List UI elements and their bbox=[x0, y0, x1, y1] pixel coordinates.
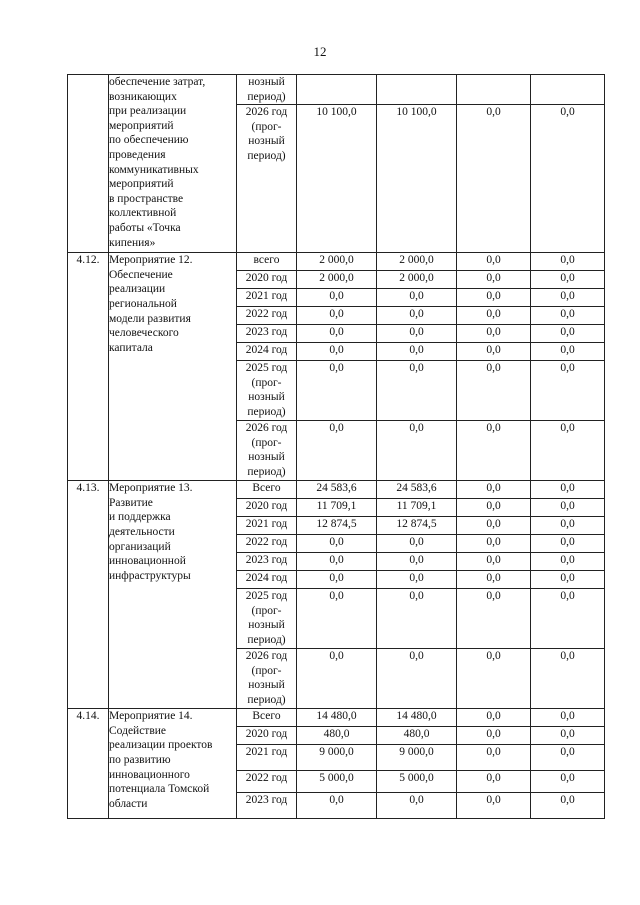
amount-cell-3: 0,0 bbox=[457, 771, 531, 793]
activity-name: Мероприятие 14. Содействие реализации проектов по развитию инновационного потенциала Томской области bbox=[109, 710, 213, 810]
amount-cell-2: 480,0 bbox=[377, 727, 457, 745]
amount-cell-1: 0,0 bbox=[297, 793, 377, 819]
amount-cell-4: 0,0 bbox=[531, 421, 605, 481]
amount-cell-4: 0,0 bbox=[531, 793, 605, 819]
amount-cell-4: 0,0 bbox=[531, 709, 605, 727]
period-cell: 2026 год (прог- нозный период) bbox=[237, 421, 297, 481]
amount-cell-4: 0,0 bbox=[531, 253, 605, 271]
period-cell: 2026 год (прог- нозный период) bbox=[237, 105, 297, 253]
amount-cell-2: 0,0 bbox=[377, 421, 457, 481]
amount-cell-3: 0,0 bbox=[457, 499, 531, 517]
budget-table bbox=[67, 74, 605, 819]
amount-cell-2: 11 709,1 bbox=[377, 499, 457, 517]
activity-name: Мероприятие 12. Обеспечение реализации региональной модели развития человеческого капитала bbox=[109, 254, 193, 354]
amount-cell-1: 0,0 bbox=[297, 535, 377, 553]
amount-cell-1 bbox=[297, 75, 377, 105]
activity-name: Мероприятие 13. Развитие и поддержка деятельности организаций инновационной инфраструктуры bbox=[109, 482, 193, 582]
amount-cell-1: 14 480,0 bbox=[297, 709, 377, 727]
period-cell: 2023 год bbox=[237, 325, 297, 343]
amount-cell-3: 0,0 bbox=[457, 553, 531, 571]
amount-cell-3: 0,0 bbox=[457, 727, 531, 745]
period-cell: 2020 год bbox=[237, 499, 297, 517]
amount-cell-3: 0,0 bbox=[457, 325, 531, 343]
period-cell: 2023 год bbox=[237, 553, 297, 571]
amount-cell-2: 10 100,0 bbox=[377, 105, 457, 253]
amount-cell-1: 0,0 bbox=[297, 325, 377, 343]
period-cell: 2026 год (прог- нозный период) bbox=[237, 649, 297, 709]
amount-cell-3: 0,0 bbox=[457, 307, 531, 325]
amount-cell-3: 0,0 bbox=[457, 481, 531, 499]
amount-cell-4: 0,0 bbox=[531, 361, 605, 421]
amount-cell-2: 14 480,0 bbox=[377, 709, 457, 727]
amount-cell-2: 12 874,5 bbox=[377, 517, 457, 535]
period-cell: 2024 год bbox=[237, 571, 297, 589]
amount-cell-2: 0,0 bbox=[377, 289, 457, 307]
period-cell: 2020 год bbox=[237, 271, 297, 289]
amount-cell-4: 0,0 bbox=[531, 649, 605, 709]
amount-cell-1: 0,0 bbox=[297, 361, 377, 421]
amount-cell-3: 0,0 bbox=[457, 535, 531, 553]
amount-cell-3: 0,0 bbox=[457, 709, 531, 727]
period-cell: нозный период) bbox=[237, 75, 297, 105]
activity-number: 4.13. bbox=[68, 481, 109, 709]
amount-cell-1: 0,0 bbox=[297, 649, 377, 709]
amount-cell-2: 5 000,0 bbox=[377, 771, 457, 793]
amount-cell-2: 0,0 bbox=[377, 535, 457, 553]
amount-cell-4: 0,0 bbox=[531, 553, 605, 571]
amount-cell-3: 0,0 bbox=[457, 343, 531, 361]
period-cell: всего bbox=[237, 253, 297, 271]
amount-cell-2: 0,0 bbox=[377, 793, 457, 819]
activity-name-cell bbox=[109, 253, 237, 481]
amount-cell-3: 0,0 bbox=[457, 271, 531, 289]
amount-cell-1: 24 583,6 bbox=[297, 481, 377, 499]
amount-cell-2: 0,0 bbox=[377, 343, 457, 361]
activity-name-cell bbox=[109, 75, 237, 253]
amount-cell-2: 24 583,6 bbox=[377, 481, 457, 499]
period-cell: 2020 год bbox=[237, 727, 297, 745]
amount-cell-2: 0,0 bbox=[377, 649, 457, 709]
amount-cell-4: 0,0 bbox=[531, 535, 605, 553]
amount-cell-2: 0,0 bbox=[377, 589, 457, 649]
amount-cell-4: 0,0 bbox=[531, 325, 605, 343]
amount-cell-2: 2 000,0 bbox=[377, 271, 457, 289]
amount-cell-3: 0,0 bbox=[457, 571, 531, 589]
table-row bbox=[68, 481, 605, 499]
amount-cell-1: 11 709,1 bbox=[297, 499, 377, 517]
amount-cell-4: 0,0 bbox=[531, 271, 605, 289]
table-row bbox=[68, 75, 605, 105]
amount-cell-4: 0,0 bbox=[531, 343, 605, 361]
amount-cell-1: 2 000,0 bbox=[297, 271, 377, 289]
amount-cell-3: 0,0 bbox=[457, 421, 531, 481]
activity-number bbox=[68, 75, 109, 253]
period-cell: 2021 год bbox=[237, 517, 297, 535]
amount-cell-1: 0,0 bbox=[297, 307, 377, 325]
amount-cell-2: 0,0 bbox=[377, 361, 457, 421]
table-row bbox=[68, 709, 605, 727]
amount-cell-1: 5 000,0 bbox=[297, 771, 377, 793]
table-row bbox=[68, 253, 605, 271]
amount-cell-4: 0,0 bbox=[531, 307, 605, 325]
activity-number: 4.14. bbox=[68, 709, 109, 819]
amount-cell-2: 2 000,0 bbox=[377, 253, 457, 271]
activity-name-cell bbox=[109, 709, 237, 819]
amount-cell-2: 0,0 bbox=[377, 571, 457, 589]
amount-cell-1: 0,0 bbox=[297, 589, 377, 649]
period-cell: 2022 год bbox=[237, 307, 297, 325]
amount-cell-3: 0,0 bbox=[457, 361, 531, 421]
amount-cell-2: 0,0 bbox=[377, 307, 457, 325]
amount-cell-4: 0,0 bbox=[531, 589, 605, 649]
amount-cell-4 bbox=[531, 75, 605, 105]
period-cell: 2022 год bbox=[237, 771, 297, 793]
period-cell: Всего bbox=[237, 709, 297, 727]
amount-cell-4: 0,0 bbox=[531, 289, 605, 307]
amount-cell-2: 0,0 bbox=[377, 553, 457, 571]
amount-cell-4: 0,0 bbox=[531, 499, 605, 517]
amount-cell-1: 2 000,0 bbox=[297, 253, 377, 271]
amount-cell-3: 0,0 bbox=[457, 649, 531, 709]
page-number: 12 bbox=[313, 44, 327, 59]
activity-number: 4.12. bbox=[68, 253, 109, 481]
amount-cell-4: 0,0 bbox=[531, 517, 605, 535]
amount-cell-1: 0,0 bbox=[297, 571, 377, 589]
amount-cell-1: 0,0 bbox=[297, 289, 377, 307]
period-cell: 2022 год bbox=[237, 535, 297, 553]
period-cell: 2024 год bbox=[237, 343, 297, 361]
budget-table-body bbox=[68, 75, 605, 819]
amount-cell-1: 480,0 bbox=[297, 727, 377, 745]
amount-cell-4: 0,0 bbox=[531, 727, 605, 745]
amount-cell-3: 0,0 bbox=[457, 793, 531, 819]
amount-cell-4: 0,0 bbox=[531, 771, 605, 793]
amount-cell-4: 0,0 bbox=[531, 481, 605, 499]
amount-cell-3 bbox=[457, 75, 531, 105]
amount-cell-4: 0,0 bbox=[531, 745, 605, 771]
amount-cell-3: 0,0 bbox=[457, 289, 531, 307]
amount-cell-1: 10 100,0 bbox=[297, 105, 377, 253]
period-cell: 2021 год bbox=[237, 745, 297, 771]
amount-cell-2: 9 000,0 bbox=[377, 745, 457, 771]
amount-cell-4: 0,0 bbox=[531, 105, 605, 253]
amount-cell-1: 0,0 bbox=[297, 553, 377, 571]
amount-cell-1: 0,0 bbox=[297, 421, 377, 481]
amount-cell-2 bbox=[377, 75, 457, 105]
activity-name: обеспечение затрат, возникающих при реализации мероприятий по обеспечению проведения коммуникативных мероприятий в пространстве коллективной работы «Точка кипения» bbox=[109, 76, 206, 249]
amount-cell-3: 0,0 bbox=[457, 589, 531, 649]
amount-cell-3: 0,0 bbox=[457, 105, 531, 253]
amount-cell-3: 0,0 bbox=[457, 253, 531, 271]
amount-cell-3: 0,0 bbox=[457, 745, 531, 771]
amount-cell-2: 0,0 bbox=[377, 325, 457, 343]
amount-cell-4: 0,0 bbox=[531, 571, 605, 589]
period-cell: Всего bbox=[237, 481, 297, 499]
activity-name-cell bbox=[109, 481, 237, 709]
period-cell: 2025 год (прог- нозный период) bbox=[237, 589, 297, 649]
period-cell: 2023 год bbox=[237, 793, 297, 819]
amount-cell-1: 0,0 bbox=[297, 343, 377, 361]
period-cell: 2025 год (прог- нозный период) bbox=[237, 361, 297, 421]
amount-cell-1: 12 874,5 bbox=[297, 517, 377, 535]
amount-cell-3: 0,0 bbox=[457, 517, 531, 535]
period-cell: 2021 год bbox=[237, 289, 297, 307]
amount-cell-1: 9 000,0 bbox=[297, 745, 377, 771]
